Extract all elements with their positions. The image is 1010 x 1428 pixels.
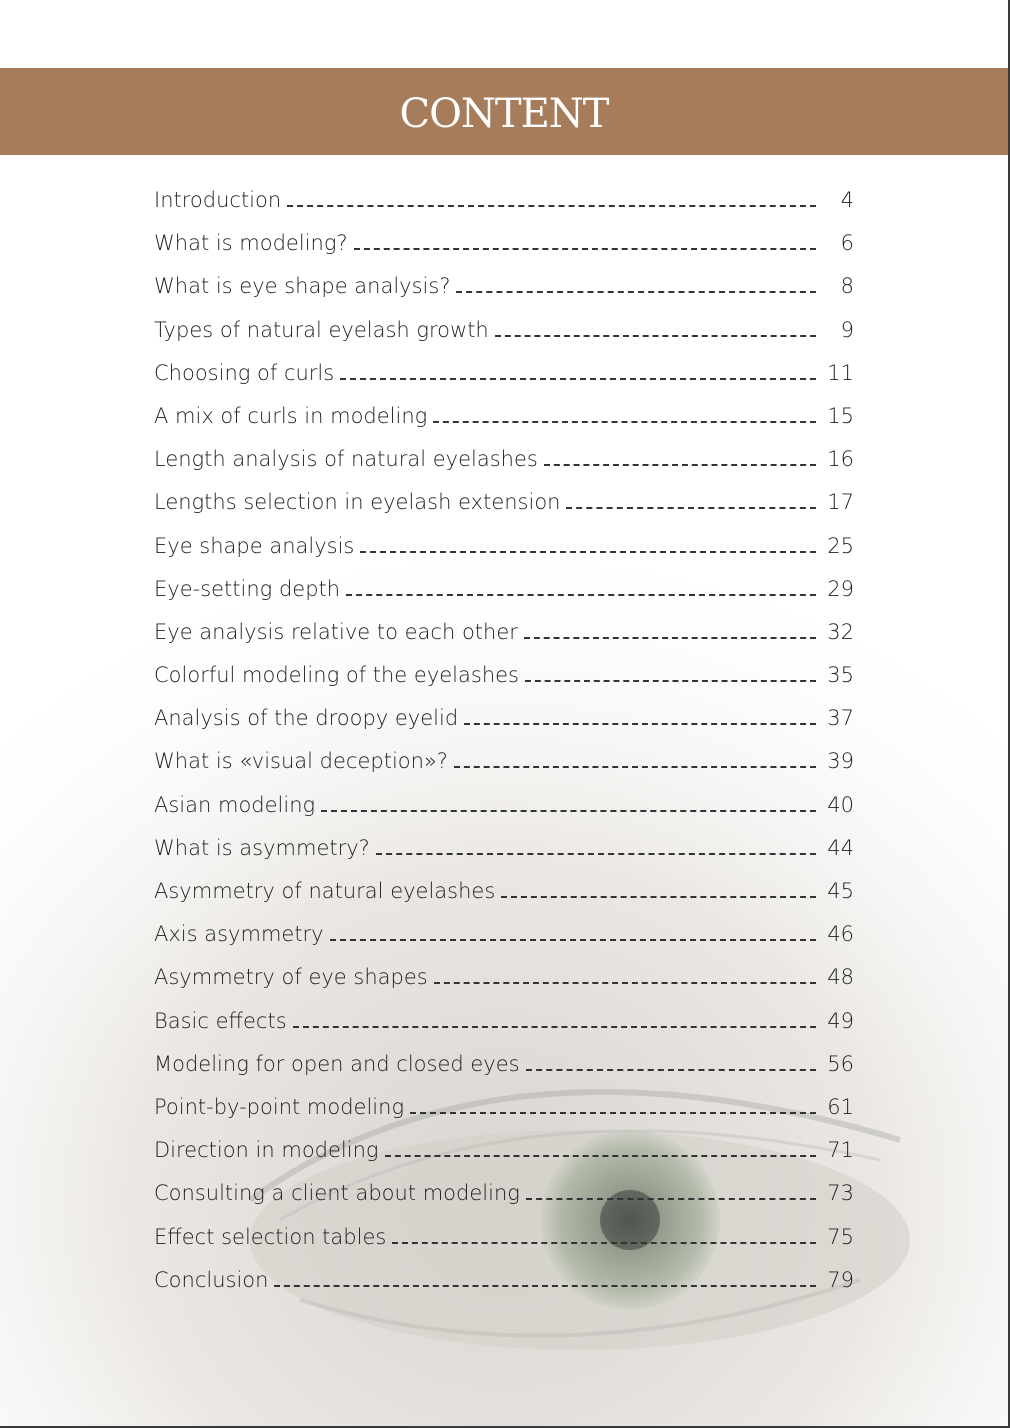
toc-entry-page: 35 [827, 663, 854, 688]
toc-entry-page: 49 [827, 1008, 854, 1033]
toc-entry-title: What is «visual deception»? [154, 749, 448, 774]
toc-entry-title: What is eye shape analysis? [154, 274, 451, 299]
toc-dot-leader [274, 1271, 816, 1287]
toc-entry-title: Conclusion [154, 1267, 269, 1292]
toc-entry[interactable] [154, 1225, 854, 1268]
header-band [0, 68, 1008, 155]
toc-entry[interactable] [154, 1095, 854, 1138]
toc-dot-leader [544, 450, 816, 466]
toc-entry-page: 8 [840, 274, 854, 299]
toc-entry[interactable] [154, 404, 854, 447]
toc-entry-page: 9 [840, 317, 854, 342]
toc-entry-page: 37 [827, 706, 854, 731]
toc-dot-leader [346, 580, 816, 596]
toc-entry-title: Eye-setting depth [154, 576, 341, 601]
toc-entry-title: Axis asymmetry [154, 922, 324, 947]
toc-entry-page: 32 [827, 619, 854, 644]
toc-entry-title: Analysis of the droopy eyelid [154, 706, 459, 731]
toc-entry[interactable] [154, 620, 854, 663]
toc-dot-leader [433, 407, 816, 423]
toc-entry[interactable] [154, 318, 854, 361]
toc-entry-title: Lengths selection in eyelash extension [154, 490, 561, 515]
toc-entry[interactable] [154, 706, 854, 749]
toc-entry[interactable] [154, 577, 854, 620]
toc-dot-leader [456, 277, 816, 293]
toc-dot-leader [360, 537, 816, 553]
toc-dot-leader [410, 1098, 816, 1114]
toc-dot-leader [340, 364, 816, 380]
toc-entry-page: 56 [827, 1051, 854, 1076]
table-of-contents [154, 188, 854, 1311]
toc-entry-title: Effect selection tables [154, 1224, 387, 1249]
toc-entry[interactable] [154, 534, 854, 577]
toc-dot-leader [566, 493, 816, 509]
toc-dot-leader [376, 839, 816, 855]
toc-entry[interactable] [154, 188, 854, 231]
toc-entry-page: 39 [827, 749, 854, 774]
page-title: CONTENT [399, 90, 609, 137]
toc-entry-page: 71 [827, 1138, 854, 1163]
toc-dot-leader [385, 1141, 817, 1157]
toc-entry-page: 25 [827, 533, 854, 558]
toc-dot-leader [354, 234, 816, 250]
toc-entry[interactable] [154, 1009, 854, 1052]
toc-dot-leader [392, 1228, 816, 1244]
toc-entry-page: 48 [827, 965, 854, 990]
toc-dot-leader [454, 752, 816, 768]
toc-dot-leader [434, 968, 816, 984]
toc-entry[interactable] [154, 1052, 854, 1095]
toc-entry[interactable] [154, 922, 854, 965]
toc-dot-leader [293, 1012, 816, 1028]
toc-entry-page: 16 [827, 447, 854, 472]
toc-entry-title: A mix of curls in modeling [154, 403, 428, 428]
toc-entry-title: Choosing of curls [154, 360, 335, 385]
toc-entry[interactable] [154, 663, 854, 706]
toc-entry-title: Asian modeling [154, 792, 316, 817]
toc-entry-title: Direction in modeling [154, 1138, 379, 1163]
toc-entry-page: 75 [827, 1224, 854, 1249]
toc-entry-title: Asymmetry of eye shapes [154, 965, 428, 990]
toc-entry[interactable] [154, 965, 854, 1008]
toc-entry-page: 45 [827, 879, 854, 903]
toc-entry-title: Modeling for open and closed eyes [154, 1051, 520, 1076]
toc-dot-leader [330, 925, 816, 941]
toc-entry-page: 15 [827, 403, 854, 428]
toc-entry-title: Point-by-point modeling [154, 1094, 405, 1119]
toc-entry-title: Types of natural eyelash growth [154, 317, 489, 342]
toc-entry-page: 73 [827, 1181, 854, 1206]
toc-dot-leader [524, 623, 816, 639]
toc-entry-title: Asymmetry of natural eyelashes [154, 879, 496, 903]
toc-entry-page: 29 [827, 576, 854, 601]
toc-entry-page: 4 [840, 188, 854, 212]
toc-entry-page: 44 [827, 835, 854, 860]
toc-entry-title: What is modeling? [154, 231, 348, 256]
toc-entry[interactable] [154, 447, 854, 490]
toc-entry-page: 46 [827, 922, 854, 947]
toc-entry-page: 11 [827, 360, 854, 385]
toc-entry-title: Introduction [154, 188, 282, 212]
toc-entry[interactable] [154, 1138, 854, 1181]
toc-dot-leader [321, 796, 816, 812]
toc-dot-leader [501, 882, 816, 898]
toc-entry[interactable] [154, 749, 854, 792]
toc-entry-page: 17 [827, 490, 854, 515]
toc-entry-page: 79 [827, 1267, 854, 1292]
toc-entry-title: Consulting a client about modeling [154, 1181, 520, 1206]
toc-entry-title: Basic effects [154, 1008, 287, 1033]
toc-entry-title: Eye analysis relative to each other [154, 619, 518, 644]
toc-entry[interactable] [154, 274, 854, 317]
toc-entry[interactable] [154, 836, 854, 879]
toc-entry[interactable] [154, 361, 854, 404]
toc-entry-page: 6 [840, 231, 854, 256]
toc-entry-page: 61 [827, 1094, 854, 1119]
toc-entry[interactable] [154, 231, 854, 274]
toc-entry[interactable] [154, 1181, 854, 1224]
toc-dot-leader [495, 321, 816, 337]
toc-entry[interactable] [154, 490, 854, 533]
toc-entry-title: Eye shape analysis [154, 533, 355, 558]
toc-entry-title: Length analysis of natural eyelashes [154, 447, 538, 472]
toc-dot-leader [525, 666, 816, 682]
toc-dot-leader [464, 709, 816, 725]
toc-dot-leader [526, 1055, 816, 1071]
toc-entry[interactable] [154, 1268, 854, 1311]
toc-entry-page: 40 [827, 792, 854, 817]
toc-entry[interactable] [154, 879, 854, 922]
toc-dot-leader [526, 1184, 816, 1200]
toc-entry-title: Colorful modeling of the eyelashes [154, 663, 519, 688]
toc-entry[interactable] [154, 793, 854, 836]
toc-entry-title: What is asymmetry? [154, 835, 370, 860]
toc-dot-leader [287, 191, 816, 207]
